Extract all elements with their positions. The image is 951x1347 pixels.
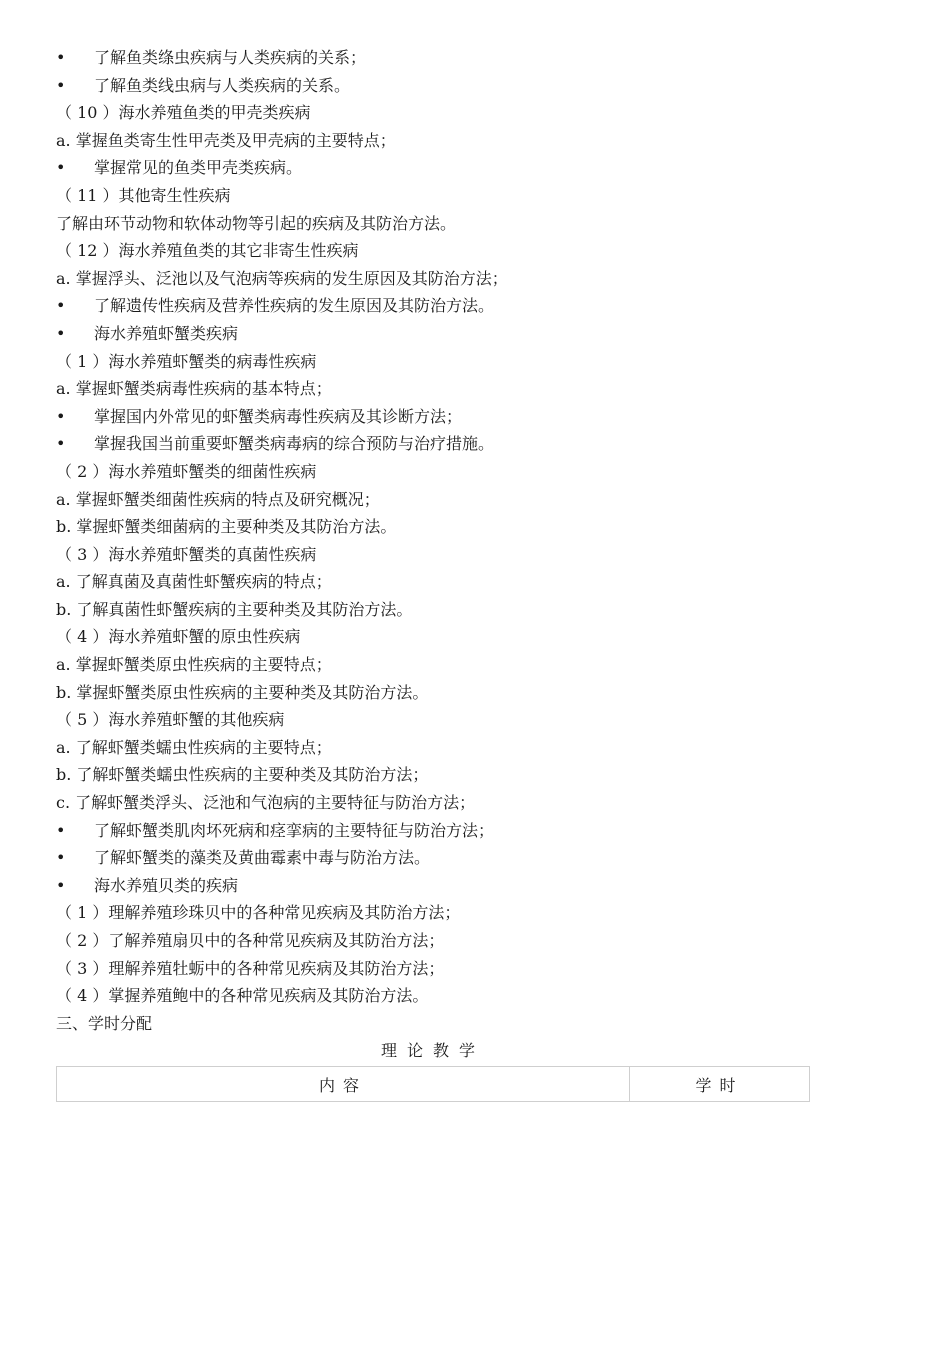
header-content: 内容	[57, 1067, 630, 1102]
doc-line	[56, 651, 896, 679]
line-text: b. 掌握虾蟹类原虫性疾病的主要种类及其防治方法。	[56, 682, 429, 702]
doc-line	[56, 265, 896, 293]
doc-line	[56, 348, 896, 376]
bullet-mark: •	[56, 48, 66, 67]
line-text: 海水养殖贝类的疾病	[94, 875, 239, 895]
doc-line	[56, 844, 896, 872]
doc-line	[56, 568, 896, 596]
doc-line	[56, 182, 896, 210]
line-text: （ 2 ）了解养殖扇贝中的各种常见疾病及其防治方法；	[56, 931, 445, 950]
doc-line	[56, 72, 896, 100]
doc-line	[56, 403, 896, 431]
bullet-mark: •	[56, 820, 66, 840]
line-text: （ 1 ）海水养殖虾蟹类的病毒性疾病	[56, 351, 317, 371]
doc-line	[56, 789, 896, 817]
line-text: a. 掌握浮头、泛池以及气泡病等疾病的发生原因及其防治方法；	[56, 268, 508, 288]
bullet-mark: •	[56, 875, 66, 895]
doc-line	[56, 734, 896, 762]
doc-line	[56, 430, 896, 458]
bullet-mark: •	[56, 158, 66, 178]
table-header-row	[57, 1067, 810, 1102]
line-text: 掌握国内外常见的虾蟹类病毒性疾病及其诊断方法；	[94, 406, 463, 426]
doc-line	[56, 127, 896, 155]
line-text: 了解鱼类线虫病与人类疾病的关系。	[94, 75, 351, 95]
line-text: （ 4 ）海水养殖虾蟹的原虫性疾病	[56, 627, 301, 647]
line-text: a. 掌握虾蟹类细菌性疾病的特点及研究概况；	[56, 489, 380, 509]
bullet-mark: •	[56, 75, 66, 95]
doc-line	[56, 1010, 896, 1038]
doc-line	[56, 458, 896, 486]
doc-line	[56, 679, 896, 707]
bullet-mark: •	[56, 296, 66, 316]
line-text: （ 1 ）理解养殖珍珠贝中的各种常见疾病及其防治方法；	[56, 903, 461, 923]
doc-line	[56, 761, 896, 789]
doc-line	[56, 237, 896, 265]
line-text: a. 掌握虾蟹类病毒性疾病的基本特点；	[56, 379, 332, 399]
line-text: （ 3 ）海水养殖虾蟹类的真菌性疾病	[56, 544, 317, 564]
document-body	[56, 44, 896, 1037]
line-text: 了解遗传性疾病及营养性疾病的发生原因及其防治方法。	[94, 296, 495, 316]
line-text: （ 11 ）其他寄生性疾病	[56, 185, 231, 205]
doc-line	[56, 375, 896, 403]
doc-line	[56, 927, 896, 955]
doc-line	[56, 872, 896, 900]
doc-line	[56, 899, 896, 927]
table-caption: 理论教学	[380, 1041, 485, 1060]
line-text: 三、学时分配	[56, 1013, 153, 1033]
line-text: 掌握常见的鱼类甲壳类疾病。	[94, 158, 303, 178]
line-text: 掌握我国当前重要虾蟹类病毒病的综合预防与治疗措施。	[94, 434, 495, 454]
doc-line	[56, 817, 896, 845]
line-text: （ 5 ）海水养殖虾蟹的其他疾病	[56, 710, 285, 730]
line-text: （ 12 ）海水养殖鱼类的其它非寄生性疾病	[56, 241, 359, 261]
bullet-mark: •	[56, 323, 66, 343]
doc-line	[56, 623, 896, 651]
line-text: b. 掌握虾蟹类细菌病的主要种类及其防治方法。	[56, 517, 397, 537]
doc-line	[56, 292, 896, 320]
doc-line	[56, 955, 896, 983]
line-text: b. 了解真菌性虾蟹疾病的主要种类及其防治方法。	[56, 599, 413, 619]
line-text: b. 了解虾蟹类蠕虫性疾病的主要种类及其防治方法；	[56, 765, 429, 785]
doc-line	[56, 320, 896, 348]
doc-line	[56, 154, 896, 182]
line-text: 了解虾蟹类的藻类及黄曲霉素中毒与防治方法。	[94, 848, 431, 868]
doc-line	[56, 982, 896, 1010]
line-text: a. 了解真菌及真菌性虾蟹疾病的特点；	[56, 572, 332, 592]
line-text: c. 了解虾蟹类浮头、泛池和气泡病的主要特征与防治方法；	[56, 793, 476, 813]
doc-line	[56, 513, 896, 541]
line-text: a. 了解虾蟹类蠕虫性疾病的主要特点；	[56, 737, 332, 757]
bullet-mark: •	[56, 434, 66, 454]
bullet-mark: •	[56, 848, 66, 868]
doc-line	[56, 210, 896, 238]
line-text: （ 4 ）掌握养殖鲍中的各种常见疾病及其防治方法。	[56, 986, 429, 1006]
line-text: 海水养殖虾蟹类疾病	[94, 323, 239, 343]
header-hours: 学时	[630, 1067, 810, 1102]
line-text: 了解鱼类绦虫疾病与人类疾病的关系；	[94, 48, 367, 67]
line-text: （ 3 ）理解养殖牡蛎中的各种常见疾病及其防治方法；	[56, 958, 445, 978]
line-text: a. 掌握鱼类寄生性甲壳类及甲壳病的主要特点；	[56, 130, 396, 150]
line-text: a. 掌握虾蟹类原虫性疾病的主要特点；	[56, 655, 332, 675]
bullet-mark: •	[56, 406, 66, 426]
doc-line	[56, 44, 896, 72]
doc-line	[56, 99, 896, 127]
hours-allocation-table	[56, 1066, 810, 1102]
doc-line	[56, 706, 896, 734]
line-text: （ 2 ）海水养殖虾蟹类的细菌性疾病	[56, 461, 317, 481]
doc-line	[56, 486, 896, 514]
line-text: 了解由环节动物和软体动物等引起的疾病及其防治方法。	[56, 213, 457, 233]
doc-line	[56, 596, 896, 624]
line-text: 了解虾蟹类肌肉坏死病和痉挛病的主要特征与防治方法；	[94, 820, 495, 840]
doc-line	[56, 541, 896, 569]
line-text: （ 10 ）海水养殖鱼类的甲壳类疾病	[56, 103, 311, 123]
